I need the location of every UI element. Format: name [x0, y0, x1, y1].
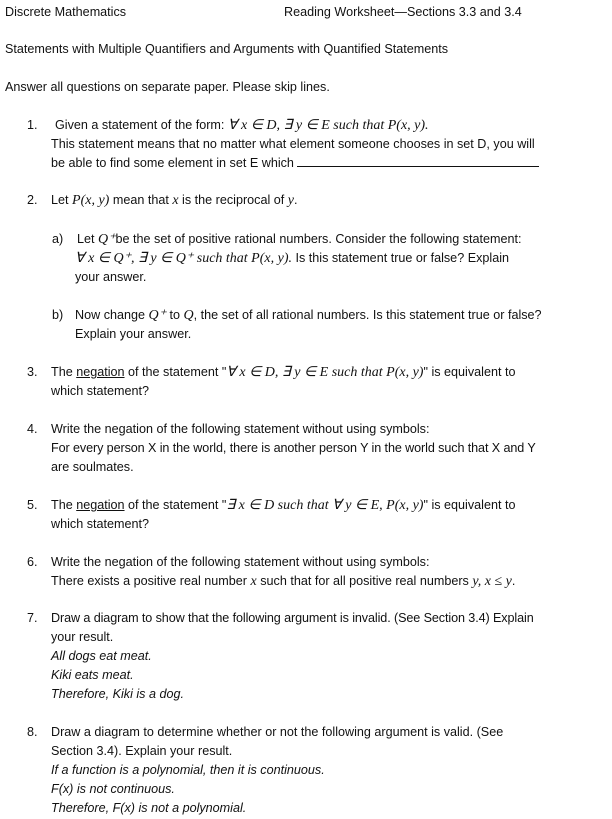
- question-number: 5.: [27, 498, 38, 512]
- question-number: 2.: [27, 193, 38, 207]
- question-text: The negation of the statement "∀ x ∈ D, ∃ y ∈ E such that P(x, y)" is equivalent to: [51, 365, 516, 380]
- question-text: There exists a positive real number x such that for all positive real numbers y, x ≤ y.: [51, 574, 516, 589]
- argument-premise: All dogs eat meat.: [51, 649, 152, 663]
- question-text: which statement?: [51, 517, 150, 531]
- question-text: The negation of the statement "∃ x ∈ D such that ∀ y ∈ E, P(x, y)" is equivalent to: [51, 498, 516, 513]
- course-title: Discrete Mathematics: [5, 5, 127, 19]
- instructions: Answer all questions on separate paper. Please skip lines.: [5, 80, 330, 94]
- question-text: which statement?: [51, 384, 150, 398]
- question-text: Let P(x, y) mean that x is the reciprocal of y.: [51, 193, 298, 208]
- worksheet-title: Reading Worksheet—Sections 3.3 and 3.4: [284, 5, 522, 19]
- question-text: ∀ x ∈ Q⁺, ∃ y ∈ Q⁺ such that P(x, y). Is this statement true or false? Explain: [75, 251, 509, 266]
- question-text: Draw a diagram to determine whether or not the following argument is valid. (See: [51, 725, 504, 739]
- question-text: Write the negation of the following statement without using symbols:: [51, 555, 430, 569]
- question-text: Section 3.4). Explain your result.: [51, 744, 233, 758]
- math-expression: ∀ x ∈ D, ∃ y ∈ E such that P(x, y): [226, 365, 424, 380]
- argument-premise: F(x) is not continuous.: [51, 782, 175, 796]
- question-text: be able to find some element in set E which: [51, 154, 539, 173]
- question-number: 8.: [27, 725, 38, 739]
- argument-premise: Kiki eats meat.: [51, 668, 134, 682]
- question-number: 6.: [27, 555, 38, 569]
- argument-conclusion: Therefore, Kiki is a dog.: [51, 687, 184, 701]
- question-number: 4.: [27, 422, 38, 436]
- question-text: Let Q⁺be the set of positive rational numbers. Consider the following statement:: [77, 232, 522, 247]
- question-text: are soulmates.: [51, 460, 134, 474]
- subquestion-label: a): [52, 232, 64, 246]
- argument-conclusion: Therefore, F(x) is not a polynomial.: [51, 801, 247, 815]
- argument-premise: If a function is a polynomial, then it is continuous.: [51, 763, 325, 777]
- question-text: This statement means that no matter what element someone chooses in set D, you will: [51, 137, 535, 151]
- question-text: your answer.: [75, 270, 147, 284]
- question-text: Draw a diagram to show that the following argument is invalid. (See Section 3.4) Explain: [51, 611, 534, 625]
- question-text: Write the negation of the following statement without using symbols:: [51, 422, 430, 436]
- question-number: 7.: [27, 611, 38, 625]
- answer-blank: [297, 154, 539, 167]
- question-text: For every person X in the world, there is another person Y in the world such that X and Y: [51, 441, 536, 455]
- question-text: Now change Q⁺ to Q, the set of all rational numbers. Is this statement true or false?: [75, 308, 542, 323]
- math-expression: ∃ x ∈ D such that ∀ y ∈ E, P(x, y): [226, 498, 424, 513]
- math-expression: ∀ x ∈ Q⁺, ∃ y ∈ Q⁺ such that P(x, y).: [75, 251, 292, 266]
- subquestion-label: b): [52, 308, 64, 322]
- question-text: Given a statement of the form: ∀ x ∈ D, ∃ y ∈ E such that P(x, y).: [55, 118, 429, 133]
- question-number: 3.: [27, 365, 38, 379]
- question-number: 1.: [27, 118, 38, 132]
- question-text: Explain your answer.: [75, 327, 192, 341]
- question-text: your result.: [51, 630, 114, 644]
- subtitle: Statements with Multiple Quantifiers and Arguments with Quantified Statements: [5, 42, 449, 56]
- math-expression: ∀ x ∈ D, ∃ y ∈ E such that P(x, y).: [227, 118, 429, 133]
